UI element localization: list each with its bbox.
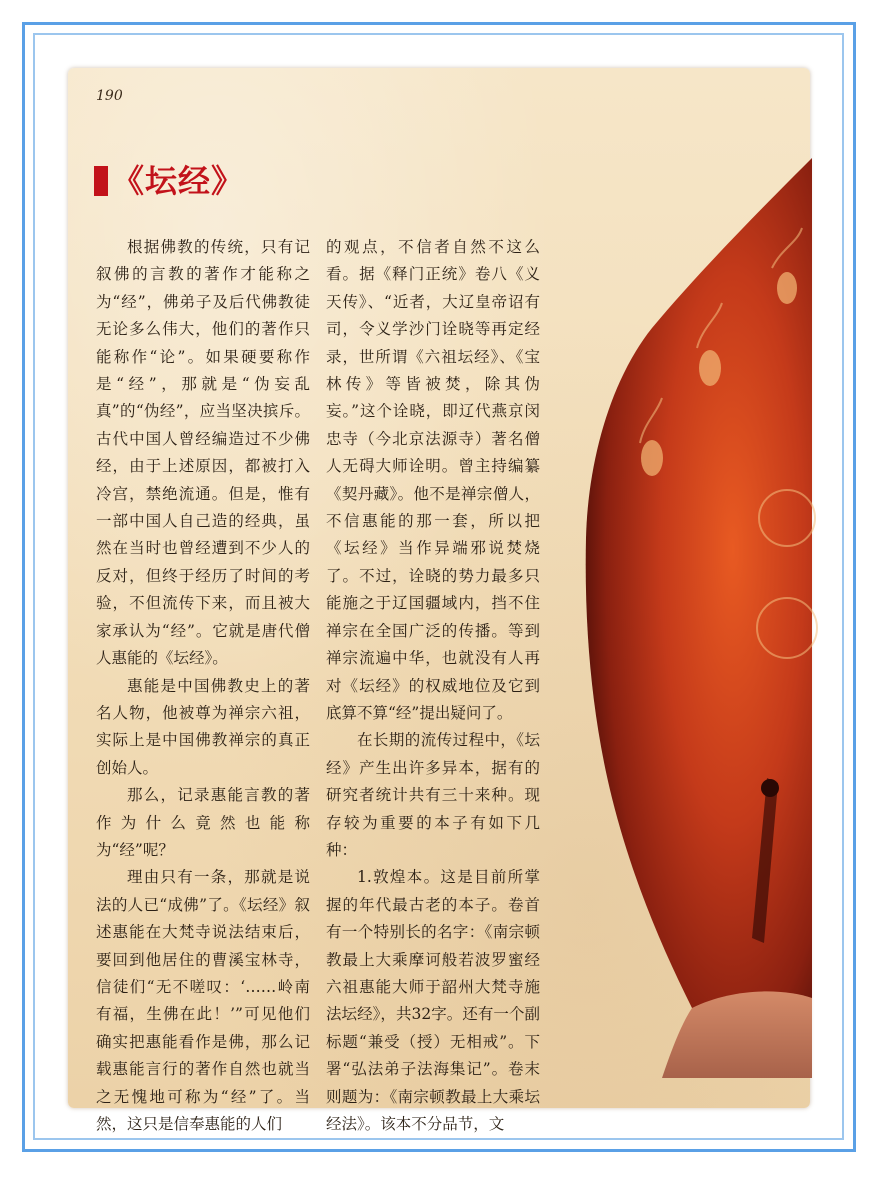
buddha-sculpture-image: [582, 158, 832, 1078]
sculpture-drawing: [582, 158, 832, 1078]
paragraph: 惠能是中国佛教史上的著名人物，他被尊为禅宗六祖，实际上是中国佛教禅宗的真正创始人。: [96, 676, 310, 777]
right-column: [326, 234, 540, 1138]
page-number: 190: [96, 88, 123, 104]
paragraph: 1.敦煌本。这是目前所掌握的年代最古老的本子。卷首有一个特别长的名字：《南宗顿教最上大乘摩诃般若波罗蜜经六祖惠能大师于韶州大梵寺施法坛经》，共32字。还有一个副标题“兼受（授）无相戒”。下署“弘法弟子法海集记”。卷末则题为：《南宗顿教最上大乘坛经法》。该本不分品节，文: [326, 868, 540, 1133]
page-title: 《坛经》: [112, 162, 245, 200]
paragraph: 理由只有一条，那就是说法的人已“成佛”了。《坛经》叙述惠能在大梵寺说法结束后，要回到他居住的曹溪宝林寺，信徒们“无不嗟叹：‘……岭南有福，生佛在此！’”可见他们确实把惠能看作是佛，那么记载惠能言行的著作自然也就当之无愧地可称为“经”了。当然，这只是信奉惠能的人们: [96, 868, 310, 1133]
left-column: [96, 234, 310, 1138]
paragraph: 根据佛教的传统，只有记叙佛的言教的著作才能称之为“经”，佛弟子及后代佛教徒无论多么伟大，他们的著作只能称作“论”。如果硬要称作是“经”，那就是“伪妄乱真”的“伪经”，应当坚决摈斥。古代中国人曾经编造过不少佛经，由于上述原因，都被打入冷宫，禁绝流通。但是，惟有一部中国人自己造的经典，虽然在当时也曾经遭到不少人的反对，但终于经历了时间的考验，不但流传下来，而且被大家承认为“经”。它就是唐代僧人惠能的《坛经》。: [96, 238, 310, 668]
paragraph: 在长期的流传过程中，《坛经》产生出许多异本，据有的研究者统计共有三十来种。现存较为重要的本子有如下几种：: [326, 731, 540, 859]
page-paper: [68, 68, 810, 1133]
paragraph: 的观点，不信者自然不这么看。据《释门正统》卷八《义天传》、“近者，大辽皇帝诏有司，令义学沙门诠晓等再定经录，世所谓《六祖坛经》、《宝林传》等皆被焚，除其伪妄。”这个诠晓，即辽代燕京闵忠寺（今北京法源寺）著名僧人无碍大师诠明。曾主持编纂《契丹藏》。他不是禅宗僧人，不信惠能的那一套，所以把《坛经》当作异端邪说焚烧了。不过，诠晓的势力最多只能施之于辽国疆域内，挡不住禅宗在全国广泛的传播。等到禅宗流遍中华，也就没有人再对《坛经》的权威地位及它到底算不算“经”提出疑问了。: [326, 238, 540, 722]
paragraph: 那么，记录惠能言教的著作为什么竟然也能称为“经”呢？: [96, 786, 310, 859]
heading-marker: [94, 166, 108, 196]
